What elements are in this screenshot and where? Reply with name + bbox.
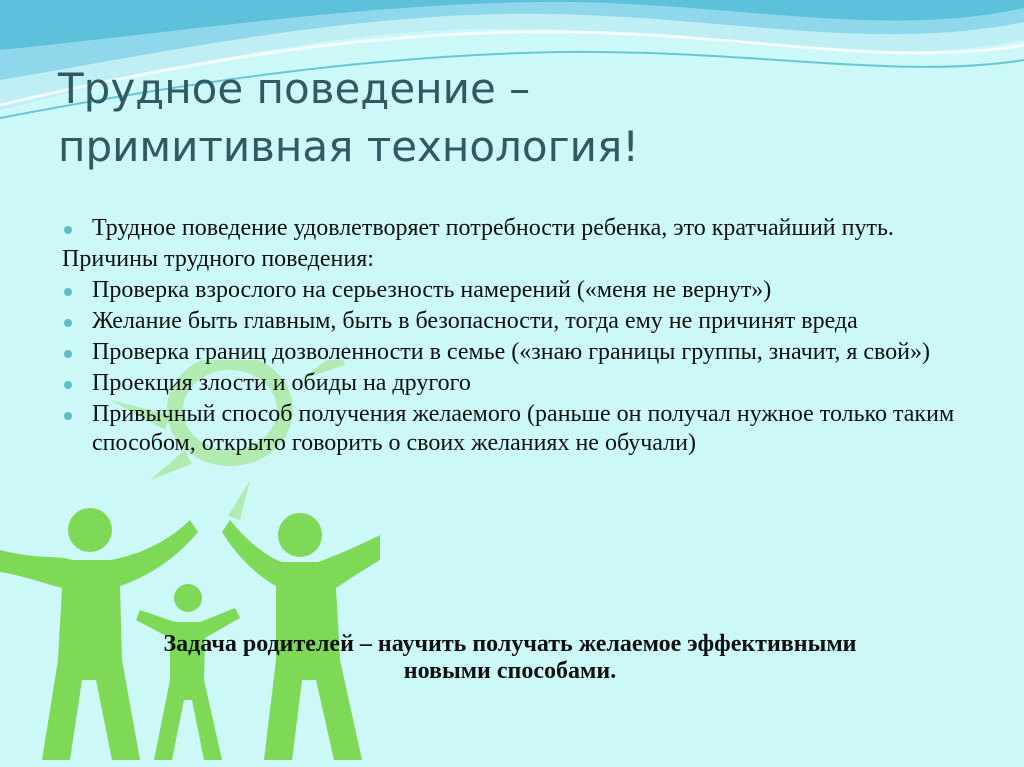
- section-label-text: Причины трудного поведения:: [62, 246, 374, 272]
- bullet-dot-icon: [64, 350, 72, 358]
- list-item: [62, 214, 982, 243]
- parent-task-statement: [40, 631, 980, 685]
- task-line-2: новыми способами.: [403, 658, 617, 684]
- list-item-text: Желание быть главным, быть в безопасности, тогда ему не причинят вреда: [92, 308, 858, 334]
- list-item: [62, 400, 982, 458]
- bullet-dot-icon: [64, 412, 72, 420]
- bullet-dot-icon: [64, 381, 72, 389]
- list-item: [62, 338, 982, 367]
- list-item-text: Трудное поведение удовлетворяет потребности ребенка, это кратчайший путь.: [92, 215, 894, 241]
- title-line-1: Трудное поведение –: [58, 64, 531, 113]
- list-item: [62, 307, 982, 336]
- list-item: [62, 369, 982, 398]
- list-item-text: Проверка границ дозволенности в семье («знаю границы группы, значит, я свой»): [92, 339, 931, 365]
- content-list: [62, 214, 982, 460]
- bullet-dot-icon: [64, 226, 72, 234]
- task-line-1: Задача родителей – научить получать желаемое эффективными: [163, 631, 857, 657]
- list-item-text: Привычный способ получения желаемого (раньше он получал нужное только таким способом, открыто говорить о своих желаниях не обучали): [92, 401, 955, 456]
- list-item-text: Проекция злости и обиды на другого: [92, 370, 471, 396]
- bullet-dot-icon: [64, 319, 72, 327]
- title-line-2: примитивная технология!: [58, 122, 640, 171]
- page-title: [58, 60, 958, 176]
- list-item: [62, 276, 982, 305]
- section-label: [62, 245, 982, 274]
- list-item-text: Проверка взрослого на серьезность намерений («меня не вернут»): [92, 277, 772, 303]
- bullet-dot-icon: [64, 288, 72, 296]
